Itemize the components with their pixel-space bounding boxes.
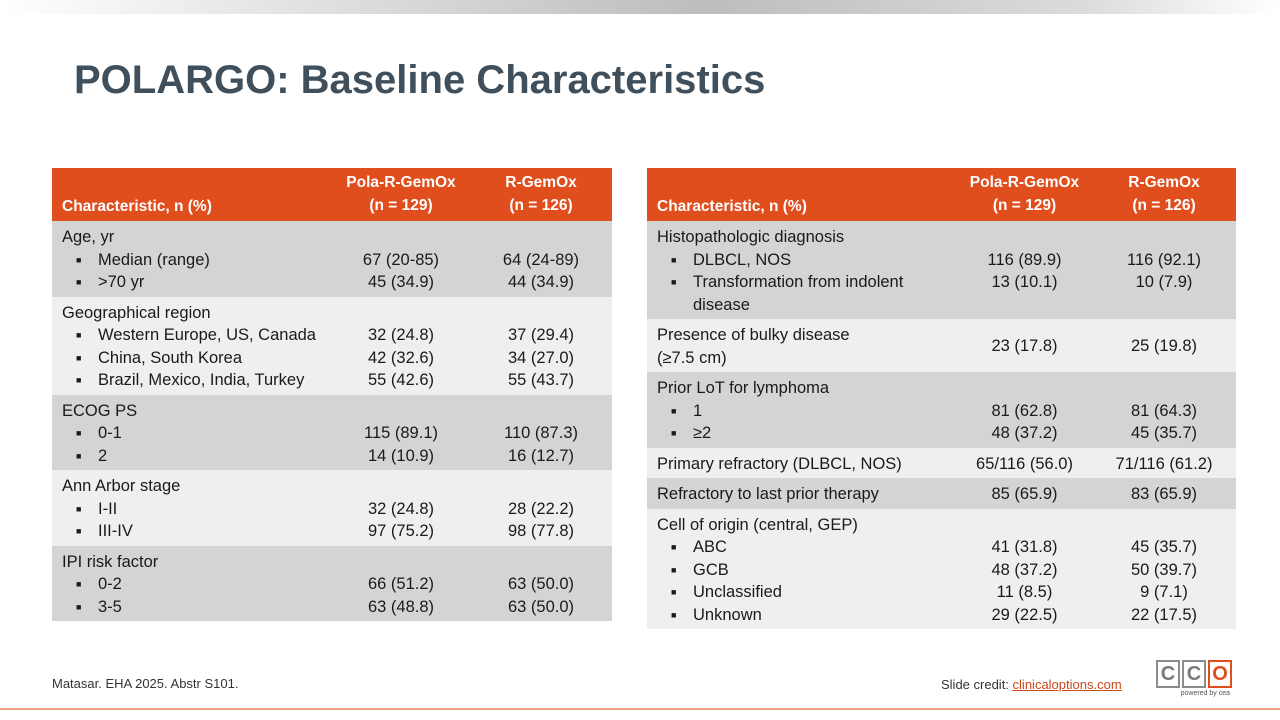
values-r-gemox: 45 (35.7) 50 (39.7) 9 (7.1) 22 (17.5) (1130, 538, 1198, 624)
credit-label: Slide credit: (941, 677, 1009, 692)
values-r-gemox: 63 (50.0) 63 (50.0) (507, 575, 575, 616)
baseline-table-right (647, 168, 1236, 629)
table-row-bulky-disease: Presence of bulky disease (≥7.5 cm) 23 (17.8) 25 (19.8) (647, 319, 1236, 372)
values-r-gemox: 81 (64.3) 45 (35.7) (1130, 401, 1198, 442)
header-col1-n: (n = 129) (992, 197, 1057, 214)
values-r-gemox: 71/116 (61.2) (1115, 454, 1213, 473)
top-gradient-bar (0, 0, 1280, 14)
list-item: ■ 0-2 (62, 573, 332, 596)
bullet-icon: ■ (76, 503, 82, 514)
bullet-icon: ■ (76, 330, 82, 340)
citation-reference: Matasar. EHA 2025. Abstr S101. (52, 676, 239, 691)
header-pola-r-gemox (332, 171, 470, 217)
group-title: Prior LoT for lymphoma (657, 379, 830, 397)
bullet-icon: ■ (671, 609, 677, 620)
table-row-group-age (52, 221, 612, 297)
bullet-icon: ■ (671, 254, 677, 265)
list-item: ■ ABC (657, 536, 957, 559)
list-item: ■ 0-1 (62, 422, 332, 445)
group-title: Ann Arbor stage (62, 477, 181, 495)
values-pola-r-gemox: 81 (62.8) 48 (37.2) (991, 401, 1058, 442)
baseline-table-left (52, 168, 612, 621)
table-header (647, 168, 1236, 221)
list-item: ■ Unknown (657, 604, 957, 627)
values-pola-r-gemox: 41 (31.8) 48 (37.2) 11 (8.5) 29 (22.5) (991, 538, 1058, 624)
list-item: ■ Unclassified (657, 581, 957, 604)
list-item: ■ GCB (657, 559, 957, 582)
header-col1-name: Pola-R-GemOx (969, 174, 1080, 191)
values-pola-r-gemox: 23 (17.8) (991, 337, 1058, 356)
values-pola-r-gemox: 115 (89.1) 14 (10.9) (364, 424, 438, 465)
table-row-group-ecog (52, 395, 612, 471)
list-item: ■ Transformation from indolent disease (657, 271, 957, 316)
bullet-icon: ■ (76, 352, 82, 363)
list-item: ■ Western Europe, US, Canada (62, 324, 332, 347)
list-item: ■ III-IV (62, 520, 332, 543)
header-characteristic: Characteristic, n (%) (657, 198, 807, 215)
list-item: ■ DLBCL, NOS (657, 249, 957, 272)
list-item: ■ 3-5 (62, 596, 332, 619)
group-title: ECOG PS (62, 401, 138, 420)
logo-letter-c1: C (1156, 660, 1180, 688)
bullet-icon: ■ (671, 587, 677, 597)
header-col1-n: (n = 129) (369, 197, 433, 214)
values-pola-r-gemox: 67 (20-85) 45 (34.9) (362, 250, 440, 291)
table-row-group-region (52, 297, 612, 395)
values-r-gemox: 83 (65.9) (1130, 485, 1198, 503)
table-row-group-ipi (52, 546, 612, 622)
values-pola-r-gemox: 116 (89.9) 13 (10.1) (987, 250, 1062, 291)
group-title: IPI risk factor (62, 552, 159, 571)
table-header (52, 168, 612, 221)
header-r-gemox (1092, 171, 1236, 217)
table-row-primary-refractory: Primary refractory (DLBCL, NOS) 65/116 (56.0) 71/116 (61.2) (647, 448, 1236, 479)
list-item: ■ 1 (657, 400, 957, 423)
bullet-icon: ■ (76, 375, 82, 385)
bullet-icon: ■ (76, 254, 82, 265)
header-col2-name: R-GemOx (505, 174, 577, 191)
bullet-icon: ■ (671, 564, 677, 575)
values-pola-r-gemox: 32 (24.8) 42 (32.6) 55 (42.6) (367, 326, 435, 389)
page-title: POLARGO: Baseline Characteristics (74, 58, 766, 102)
list-item: ■ Median (range) (62, 249, 332, 272)
table-row-group-prior-lot (647, 372, 1236, 448)
values-pola-r-gemox: 32 (24.8) 97 (75.2) (367, 499, 435, 540)
bullet-icon: ■ (76, 579, 82, 589)
bullet-icon: ■ (76, 277, 82, 287)
bullet-icon: ■ (76, 428, 82, 438)
bullet-icon: ■ (671, 277, 677, 287)
list-item: ■ 2 (62, 445, 332, 468)
header-pola-r-gemox (957, 171, 1092, 217)
values-r-gemox: 28 (22.2) 98 (77.8) (507, 499, 575, 540)
table-row-group-cell-of-origin (647, 509, 1236, 630)
list-item: ■ I-II (62, 498, 332, 521)
table-row-refractory-last: Refractory to last prior therapy 85 (65.9) 83 (65.9) (647, 478, 1236, 509)
group-title: Histopathologic diagnosis (657, 228, 845, 246)
header-col2-n: (n = 126) (1132, 197, 1196, 214)
bullet-icon: ■ (671, 405, 677, 416)
bullet-icon: ■ (671, 428, 677, 438)
table-row-group-histopathology (647, 221, 1236, 319)
logo-letter-c2: C (1182, 660, 1206, 688)
header-r-gemox (470, 171, 612, 217)
group-title: Age, yr (62, 228, 115, 246)
logo-letter-o: O (1208, 660, 1232, 688)
list-item: ■ ≥2 (657, 422, 957, 445)
values-pola-r-gemox: 65/116 (56.0) (976, 454, 1073, 473)
values-pola-r-gemox: 66 (51.2) 63 (48.8) (367, 575, 435, 616)
values-r-gemox: 25 (19.8) (1130, 337, 1198, 356)
bullet-icon: ■ (76, 526, 82, 536)
cco-logo (1156, 660, 1234, 704)
header-col2-name: R-GemOx (1128, 174, 1200, 191)
header-col1-name: Pola-R-GemOx (346, 174, 456, 191)
group-title: Cell of origin (central, GEP) (657, 515, 858, 534)
bullet-icon: ■ (671, 542, 677, 552)
bullet-icon: ■ (76, 450, 82, 461)
header-characteristic: Characteristic, n (%) (62, 198, 212, 215)
values-r-gemox: 37 (29.4) 34 (27.0) 55 (43.7) (507, 326, 575, 389)
header-col2-n: (n = 126) (509, 197, 573, 214)
bullet-icon: ■ (76, 601, 82, 612)
logo-tagline: powered by cea (1180, 690, 1230, 697)
table-row-group-ann-arbor (52, 470, 612, 546)
slide-credit (941, 677, 1122, 692)
values-r-gemox: 64 (24-89) 44 (34.9) (502, 250, 580, 291)
list-item: ■ China, South Korea (62, 347, 332, 370)
values-r-gemox: 116 (92.1) 10 (7.9) (1127, 250, 1201, 291)
list-item: ■ Brazil, Mexico, India, Turkey (62, 369, 332, 392)
values-pola-r-gemox: 85 (65.9) (991, 485, 1058, 503)
bottom-divider (0, 708, 1280, 710)
credit-link[interactable]: clinicaloptions.com (1012, 677, 1122, 692)
group-title: Geographical region (62, 303, 211, 322)
values-r-gemox: 110 (87.3) 16 (12.7) (504, 424, 578, 465)
list-item: ■ >70 yr (62, 271, 332, 294)
